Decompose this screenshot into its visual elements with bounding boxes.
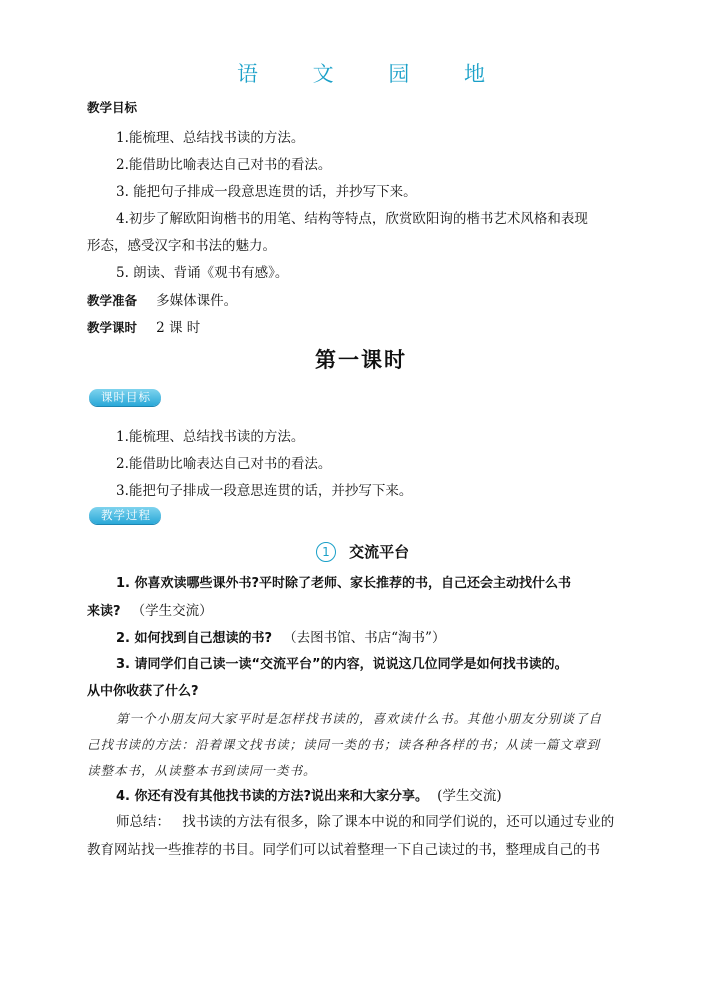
question-1-note: （学生交流） <box>131 603 213 619</box>
period-goal-item: 3.能把句子排成一段意思连贯的话，并抄写下来。 <box>116 483 413 499</box>
question-2-text: 2. 如何找到自己想读的书? <box>116 631 273 646</box>
question-3: 3. 请同学们自己读一读“交流平台”的内容，说说这几位同学是如何找书读的。 <box>116 657 568 672</box>
preparation-label: 教学准备 <box>87 293 138 308</box>
question-1-tail: 来读? <box>87 604 121 619</box>
section-heading <box>316 541 409 562</box>
teaching-goals-label: 教学目标 <box>87 100 138 115</box>
summary-line <box>116 810 614 830</box>
period-goal-item: 1.能梳理、总结找书读的方法。 <box>116 429 305 445</box>
goal-item: 5. 朗读、背诵《观书有感》。 <box>116 265 289 281</box>
page-title: 语 文 园 地 <box>236 62 510 86</box>
periods-value: 2 课 时 <box>156 320 201 336</box>
period-goals-badge: 课时目标 <box>89 389 161 406</box>
question-4-text: 4. 你还有没有其他找书读的方法?说出来和大家分享。 <box>116 789 429 804</box>
periods-row <box>87 316 200 336</box>
lesson-title: 第一课时 <box>315 347 407 372</box>
goal-item-continued: 形态，感受汉字和书法的魅力。 <box>87 238 276 254</box>
section-number-icon: 1 <box>316 542 336 562</box>
summary-text: 找书读的方法有很多，除了课本中说的和同学们说的，还可以通过专业的 <box>182 814 615 830</box>
preparation-row <box>87 289 237 309</box>
excerpt-line: 读整本书，从读整本书到读同一类书。 <box>87 763 317 778</box>
summary-line-continued: 教育网站找一些推荐的书目。同学们可以试着整理一下自己读过的书，整理成自己的书 <box>87 842 600 858</box>
question-1-continued <box>87 599 213 619</box>
section-title: 交流平台 <box>349 543 410 561</box>
question-4 <box>116 784 502 804</box>
question-3-continued: 从中你收获了什么? <box>87 684 199 699</box>
question-1: 1. 你喜欢读哪些课外书?平时除了老师、家长推荐的书，自己还会主动找什么书 <box>116 576 572 591</box>
question-2-note: （去图书馆、书店“淘书”） <box>283 630 446 646</box>
question-2 <box>116 626 445 646</box>
preparation-value: 多媒体课件。 <box>156 293 238 309</box>
excerpt-line: 第一个小朋友问大家平时是怎样找书读的，喜欢读什么书。其他小朋友分别谈了自 <box>116 711 603 726</box>
goal-item: 4.初步了解欧阳询楷书的用笔、结构等特点，欣赏欧阳询的楷书艺术风格和表现 <box>116 211 588 227</box>
question-4-note: (学生交流) <box>437 788 502 804</box>
excerpt-line: 己找书读的方法：沿着课文找书读；读同一类的书；读各种各样的书；从读一篇文章到 <box>87 737 601 752</box>
teaching-process-badge: 教学过程 <box>89 507 161 524</box>
periods-label: 教学课时 <box>87 320 138 335</box>
goal-item: 3. 能把句子排成一段意思连贯的话，并抄写下来。 <box>116 184 417 200</box>
summary-label: 师总结： <box>116 814 170 830</box>
period-goal-item: 2.能借助比喻表达自己对书的看法。 <box>116 456 332 472</box>
goal-item: 2.能借助比喻表达自己对书的看法。 <box>116 157 332 173</box>
goal-item: 1.能梳理、总结找书读的方法。 <box>116 130 305 146</box>
